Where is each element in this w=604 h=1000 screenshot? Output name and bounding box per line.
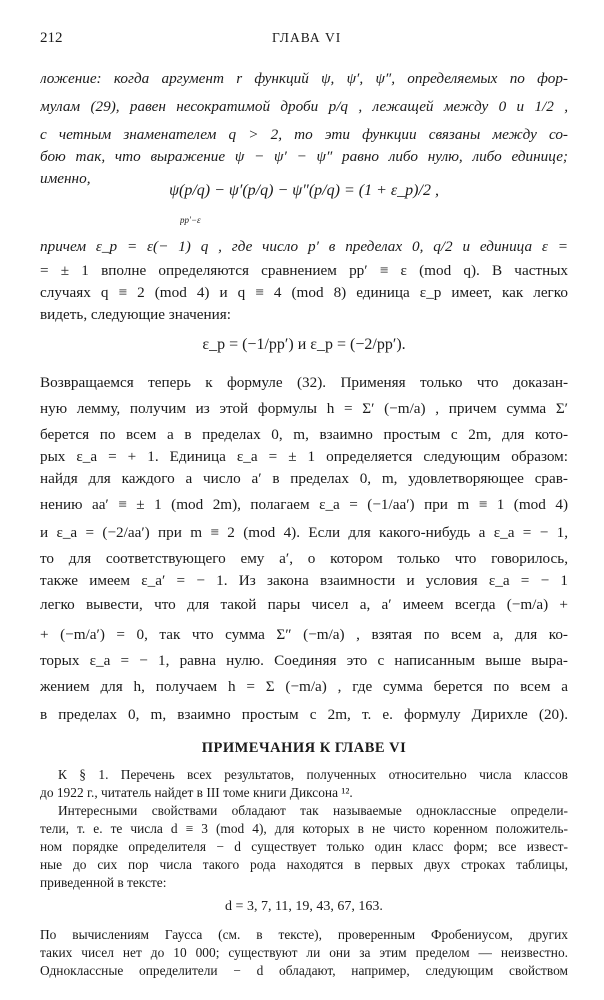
- note-line: Одноклассные определители − d обладают, например, следующим свойством: [40, 963, 568, 978]
- text-line: то для соответствующего ему a′, о котором только что говорилось,: [40, 550, 568, 567]
- text-line: также имеем ε_a′ = − 1. Из закона взаимности и условия ε_a = − 1: [40, 572, 568, 589]
- text-line: жением для h, получаем h = Σ (−m/a) , где сумма берется по всем a: [40, 678, 568, 695]
- text-line: и ε_a = (−2/aa′) при m ≡ 2 (mod 4). Если для какого-нибудь a ε_a = − 1,: [40, 524, 568, 541]
- note-line: ном порядке определителя − d существует только один класс форм; все извест-: [40, 839, 568, 854]
- text-line: Возвращаемся теперь к формуле (32). Применяя только что доказан-: [40, 374, 568, 391]
- text-line: видеть, следующие значения:: [40, 306, 231, 323]
- text-line: случаях q ≡ 2 (mod 4) и q ≡ 4 (mod 8) единица ε_p имеет, как легко: [40, 284, 568, 301]
- text-line: именно,: [40, 170, 91, 187]
- note-line: К § 1. Перечень всех результатов, полученных относительно числа классов: [58, 767, 568, 782]
- note-line: Интересными свойствами обладают так называемые одноклассные определи-: [58, 803, 568, 818]
- text-line: найдя для каждого a число a′ в пределах 0, m, удовлетворяющее срав-: [40, 470, 568, 487]
- note-line: тели, т. е. те числа d ≡ 3 (mod 4), для которых в не чисто коренном положитель-: [40, 821, 568, 836]
- text-line: + (−m/a′) = 0, так что сумма Σ″ (−m/a) , взятая по всем a, для ко-: [40, 626, 568, 643]
- text-line: в пределах 0, m, взаимно простым с 2m, т. е. формулу Дирихле (20).: [40, 706, 568, 723]
- display-formula: ψ(p/q) − ψ′(p/q) − ψ″(p/q) = (1 + ε_p)/2 ,: [169, 182, 439, 199]
- note-line: приведенной в тексте:: [40, 875, 167, 890]
- note-line: таких чисел нет до 10 000; существуют ли они за этим пределом — неизвестно.: [40, 945, 568, 960]
- page-number: 212: [40, 30, 63, 46]
- text-line: ную лемму, получим из этой формулы h = Σ′ (−m/a) , причем сумма Σ′: [40, 400, 568, 417]
- exponent-label: pp′−ε: [180, 215, 201, 225]
- text-line: торых ε_a = − 1, равна нулю. Соединяя это с написанным выше выра-: [40, 652, 568, 669]
- text-line: легко вывести, что для такой пары чисел a, a′ имеем всегда (−m/a) +: [40, 596, 568, 613]
- text-line: рых ε_a = + 1. Единица ε_a = ± 1 определяется следующим образом:: [40, 448, 568, 465]
- note-line: ные до сих пор числа такого рода находятся в первых двух строках таблицы,: [40, 857, 568, 872]
- note-line: По вычислениям Гаусса (см. в тексте), проверенным Фробениусом, других: [40, 927, 568, 942]
- text-line: нению aa′ ≡ ± 1 (mod 2m), полагаем ε_a = (−1/aa′) при m ≡ 1 (mod 4): [40, 496, 568, 513]
- text-line: бою так, что выражение ψ − ψ′ − ψ″ равно либо нулю, либо единице;: [40, 148, 568, 165]
- text-line: = ± 1 вполне определяются сравнением pp′ ≡ ε (mod q). В частных: [40, 262, 568, 279]
- display-formula: ε_p = (−1/pp′) и ε_p = (−2/pp′).: [202, 336, 406, 353]
- note-line: до 1922 г., читатель найдет в III томе книги Диксона ¹².: [40, 785, 353, 800]
- text-line: мулам (29), равен несократимой дроби p/q , лежащей между 0 и 1/2 ,: [40, 98, 568, 115]
- text-line: берется по всем a в пределах 0, m, взаимно простым с 2m, для кото-: [40, 426, 568, 443]
- notes-title: ПРИМЕЧАНИЯ К ГЛАВЕ VI: [201, 740, 407, 756]
- text-line: причем ε_p = ε(− 1) q , где число p′ в пределах 0, q/2 и единица ε =: [40, 238, 568, 255]
- text-line: ложение: когда аргумент r функций ψ, ψ′, ψ″, определяемых по фор-: [40, 70, 568, 87]
- note-formula: d = 3, 7, 11, 19, 43, 67, 163.: [225, 899, 383, 914]
- running-title: ГЛАВА VI: [272, 30, 342, 45]
- text-line: с четным знаменателем q > 2, то эти функции связаны между со-: [40, 126, 568, 143]
